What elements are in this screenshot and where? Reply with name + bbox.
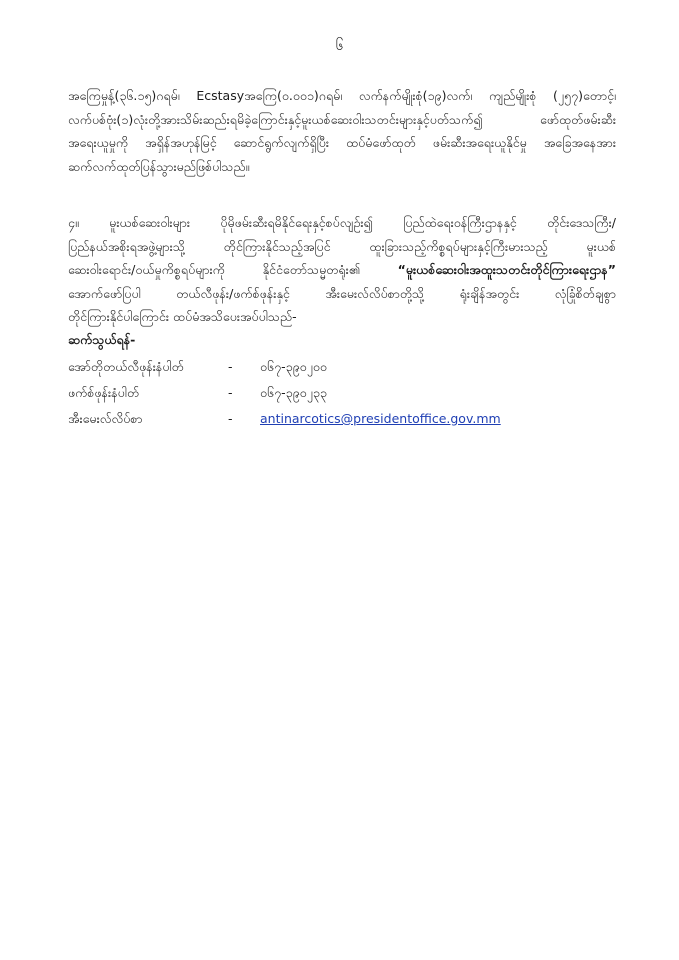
paragraph-2-line-5: တိုင်ကြားနိုင်ပါကြောင်း ထပ်မံအသိပေးအပ်ပါသည်- xyxy=(68,309,297,324)
paragraph-1-line-3: အရေးယူမှုကို အရှိန်အဟုန်မြင့် ဆောင်ရွက်လျက်ရှိပြီး ထပ်မံဖော်ထုတ် ဖမ်းဆီးအရေးယူနိုင်မှု အခြေအနေအား xyxy=(68,135,616,150)
separator-dash: - xyxy=(228,385,233,400)
paragraph-2-line-4: အောက်ဖော်ပြပါ တယ်လီဖုန်း/ဖက်စ်ဖုန်းနှင့် အီးမေးလ်လိပ်စာတို့သို့ ရုံးချိန်အတွင်း လုံခြုံစိတ်ချစွာ xyxy=(68,285,616,301)
paragraph-1-line-4: ဆက်လက်ထုတ်ပြန်သွားမည်ဖြစ်ပါသည်။ xyxy=(68,158,250,174)
paragraph-2-line-1: ၄။ မူးယစ်ဆေးဝါးများ ပိုမိုဖမ်းဆီးရမိနိုင်ရေးနှင့်စပ်လျဉ်း၍ ပြည်ထဲရေးဝန်ကြီးဌာနနှင့် တိုင်းဒေသကြီး/ xyxy=(68,215,616,230)
contact-row-fax xyxy=(68,380,616,406)
fax-number: ၀၆၇-၃၉၀၂၃၃ xyxy=(260,385,327,400)
separator-dash: - xyxy=(228,359,233,374)
contact-row-phone xyxy=(68,354,616,380)
page-number: ၆ xyxy=(335,38,344,54)
email-link[interactable]: antinarcotics@presidentoffice.gov.mm xyxy=(260,411,501,426)
hotline-department-name: “မူးယစ်ဆေးဝါးအထူးသတင်းတိုင်ကြားရေးဌာန” xyxy=(397,262,616,277)
paragraph-1-line-2: လက်ပစ်ဗုံး(၁)လုံးတို့အားသိမ်းဆည်းရမိခဲ့ကြောင်းနှင့်မူးယစ်ဆေးဝါးသတင်းများနှင့်ပတ်သက်၍ ဖော်ထုတ်ဖမ်းဆီး xyxy=(68,111,616,127)
paragraph-2-line-3 xyxy=(68,258,616,282)
contact-heading: ဆက်သွယ်ရန်- xyxy=(68,332,136,347)
contact-row-email xyxy=(68,406,616,432)
contact-list xyxy=(68,354,616,432)
paragraph-2-line-3-text: ဆေးဝါးရောင်း/ဝယ်မှုကိစ္စရပ်များကို နိုင်ငံတော်သမ္မတရုံး၏ xyxy=(68,262,398,277)
email-label: အီးမေးလ်လိပ်စာ xyxy=(68,411,143,426)
phone-label: အော်တိုတယ်လီဖုန်းနံပါတ် xyxy=(68,359,184,374)
separator-dash: - xyxy=(228,411,233,426)
phone-number: ၀၆၇-၃၉၀၂၀၀ xyxy=(260,359,327,374)
paragraph-2 xyxy=(68,211,616,329)
paragraph-1 xyxy=(68,84,616,178)
fax-label: ဖက်စ်ဖုန်းနံပါတ် xyxy=(68,385,140,400)
paragraph-2-line-2: ပြည်နယ်အစိုးရအဖွဲ့များသို့ တိုင်ကြားနိုင်သည့်အပြင် ထူးခြားသည့်ကိစ္စရပ်များနှင့်ကြီးမားသည့် မူးယစ် xyxy=(68,238,616,254)
paragraph-1-line-1: အကြေမှုန့်(၃၆.၁၅)ဂရမ်၊ Ecstasyအကြေ(၀.၀၀၁)ဂရမ်၊ လက်နက်မျိုးစုံ(၁၉)လက်၊ ကျည်မျိုးစုံ (၂၅၇)တောင့်၊ xyxy=(68,88,616,103)
